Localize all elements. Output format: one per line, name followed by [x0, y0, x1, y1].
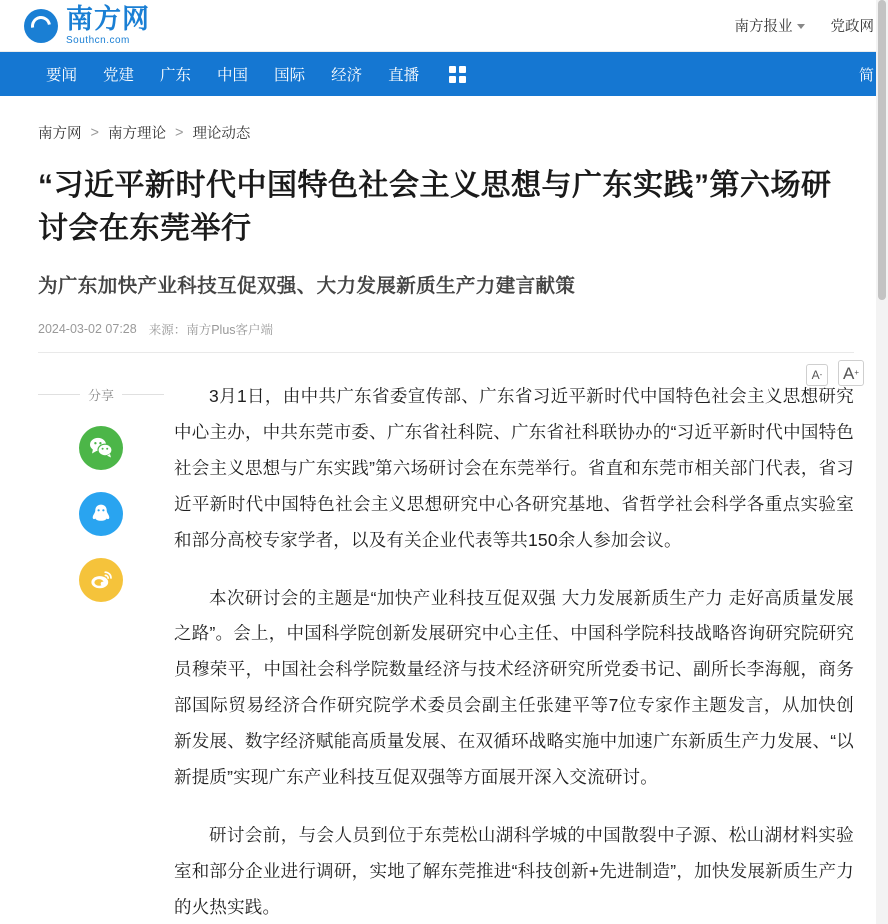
share-rule-left	[38, 394, 80, 395]
nav-item-yaowen[interactable]: 要闻	[46, 67, 78, 84]
breadcrumb-separator: >	[174, 124, 184, 141]
header-link-label: 党政网	[830, 19, 874, 35]
article-paragraph: 本次研讨会的主题是“加快产业科技互促双强 大力发展新质生产力 走好高质量发展之路”。会上，中国科学院创新发展研究中心主任、中国科学院科技战略咨询研究院研究员穆荣平，中国社会科学院数量经济与技术经济研究所党委书记、副所长李海舰，商务部国际贸易经济合作研究院学术委员会副主任张建平等7位专家作主题发言，从加快创新发展、数字经济赋能高质量发展、在双循环战略实施中加速广东新质生产力发展、“以新提质”实现广东产业科技互促双强等方面展开深入交流研讨。	[174, 587, 854, 787]
share-weibo-button[interactable]	[79, 558, 123, 602]
site-logo[interactable]	[24, 3, 150, 46]
font-size-increase-button[interactable]: A +	[838, 360, 864, 386]
share-qq-button[interactable]	[79, 492, 123, 536]
page-title: “习近平新时代中国特色社会主义思想与广东实践”第六场研讨会在东莞举行	[38, 169, 832, 245]
article-paragraph: 3月1日，由中共广东省委宣传部、广东省习近平新时代中国特色社会主义思想研究中心主办，中共东莞市委、广东省社科院、广东省社科联协办的“习近平新时代中国特色社会主义思想与广东实践”第六场研讨会在东莞举行。省直和东莞市相关部门代表，省习近平新时代中国特色社会主义思想研究中心各研究基地、省哲学社会科学各重点实验室和部分高校专家学者，以及有关企业代表等共150余人参加会议。	[174, 386, 854, 550]
article-body-wrap	[0, 353, 888, 924]
logo-text-cn: 南方网	[66, 3, 150, 34]
font-size-large-label: A	[842, 363, 855, 383]
nav-item-guoji[interactable]: 国际	[274, 67, 306, 84]
article-subtitle: 为广东加快产业科技互促双强、大力发展新质生产力建言献策	[38, 275, 576, 298]
page-scrollbar[interactable]	[876, 0, 888, 924]
site-header	[0, 0, 888, 52]
breadcrumb-separator: >	[90, 124, 99, 141]
scrollbar-thumb[interactable]	[878, 0, 886, 300]
qq-icon	[89, 502, 113, 526]
breadcrumb	[0, 96, 888, 143]
header-link-dangzhengwang[interactable]	[831, 15, 875, 36]
nav-item-zhongguo[interactable]: 中国	[217, 67, 249, 84]
breadcrumb-item-home[interactable]: 南方网	[38, 126, 82, 142]
font-size-decrease-button[interactable]: A -	[806, 364, 828, 386]
weibo-icon	[88, 567, 114, 593]
header-link-nanfang-baoye[interactable]	[735, 15, 805, 36]
apps-grid-icon[interactable]	[449, 66, 466, 83]
wechat-icon	[88, 435, 114, 461]
article-paragraph: 研讨会前，与会人员到位于东莞松山湖科学城的中国散裂中子源、松山湖材料实验室和部分企业进行调研，实地了解东莞推进“科技创新+先进制造”，加快发展新质生产力的火热实践。	[174, 824, 854, 917]
breadcrumb-item-theory[interactable]: 南方理论	[107, 126, 166, 142]
swirl-logo-icon	[24, 9, 58, 43]
nav-item-dangjian[interactable]: 党建	[103, 67, 135, 84]
font-size-small-label: A	[811, 368, 820, 382]
nav-item-zhibo[interactable]: 直播	[388, 67, 420, 84]
language-toggle[interactable]: 简	[858, 66, 874, 84]
share-label: 分享	[88, 388, 115, 404]
share-wechat-button[interactable]	[79, 426, 123, 470]
chevron-down-icon	[797, 24, 805, 29]
font-size-controls	[806, 360, 864, 386]
share-rule-right	[122, 394, 164, 395]
article-date: 2024-03-02 07:28	[38, 322, 137, 337]
article-header	[0, 165, 888, 353]
header-link-label: 南方报业	[734, 19, 793, 35]
breadcrumb-item-theory-news[interactable]: 理论动态	[192, 126, 251, 142]
share-sidebar	[38, 379, 164, 924]
logo-text-en: Southcn.com	[66, 34, 130, 46]
main-nav	[0, 52, 888, 96]
nav-item-jingji[interactable]: 经济	[331, 67, 363, 84]
article-meta	[38, 320, 854, 338]
header-links	[735, 15, 875, 36]
nav-item-guangdong[interactable]: 广东	[160, 67, 192, 84]
article-content	[164, 379, 854, 924]
article-source: 来源：南方Plus客户端	[148, 323, 274, 338]
